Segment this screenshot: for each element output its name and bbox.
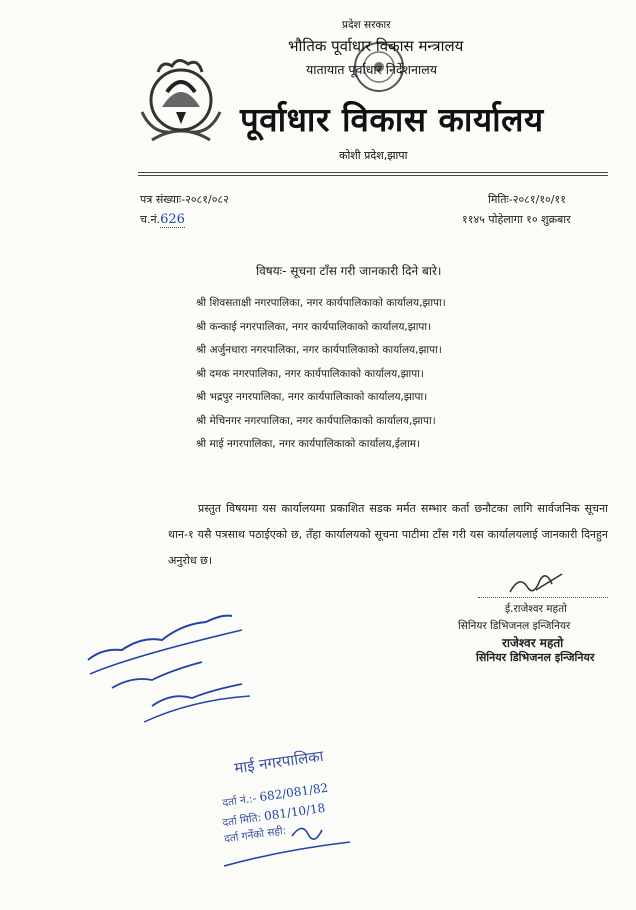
registration-date-value: 081/10/18: [263, 800, 327, 824]
recipient-item: श्री माई नगरपालिका, नगर कार्यपालिकाको कार्यालय,ईलाम।: [196, 438, 421, 450]
letter-number: पत्र संख्याः-२०८१/०८२: [140, 193, 229, 206]
recipient-item: श्री कन्काई नगरपालिका, नगर कार्यपालिकाको कार्यालय,झापा।: [196, 320, 432, 333]
dispatch-number-value: 626: [160, 212, 185, 227]
letter-subject: विषयः- सूचना टाँस गरी जानकारी दिने बारे।: [256, 264, 442, 278]
registration-date-label: दर्ता मिति:: [221, 811, 262, 830]
directorate-title: यातायात पूर्वाधार निर्देशनालय: [306, 62, 437, 77]
letter-date-ad: ११४५ पोहेलागा १० शुक्रबार: [462, 213, 571, 226]
government-title: प्रदेश सरकार: [342, 19, 391, 31]
letter-body: [168, 496, 608, 574]
recipient-item: श्री मेचिनगर नगरपालिका, नगर कार्यपालिकाको कार्यालय,झापा।: [196, 414, 436, 427]
recipient-item: श्री शिवसताक्षी नगरपालिका, नगर कार्यपालिकाको कार्यालय,झापा।: [196, 297, 446, 309]
office-title: पूर्वाधार विकास कार्यालय: [240, 100, 544, 139]
nepal-emblem-icon: [132, 52, 230, 148]
signature-line: [478, 597, 608, 598]
dispatch-number-label: च.नं.: [140, 213, 161, 226]
header-divider-2: [138, 175, 608, 176]
receiver-signature: दर्ता गर्नेको सही:: [223, 824, 287, 846]
handwritten-signature-icon: [506, 568, 566, 598]
receiver-signature-icon: [222, 820, 352, 870]
header-divider: [138, 172, 608, 173]
handwritten-note-icon: [82, 600, 252, 730]
ministry-title: भौतिक पूर्वाधार विकास मन्त्रालय: [288, 37, 464, 55]
receiving-office: माई नगरपालिका: [233, 746, 325, 778]
signatory-name: ई.राजेश्वर महतो: [505, 603, 567, 615]
recipient-item: श्री अर्जुनधारा नगरपालिका, नगर कार्यपालिकाको कार्यालय,झापा।: [196, 344, 442, 356]
registration-number-label: दर्ता नं.:-: [221, 792, 258, 810]
stamp-title: सिनियर डिभिजनल इन्जिनियर: [476, 651, 595, 664]
signatory-title: सिनियर डिभिजनल इन्जिनियर: [458, 620, 571, 632]
letter-body-text: प्रस्तुत विषयमा यस कार्यालयमा प्रकाशित सडक मर्मत सम्भार कर्ता छनौटका लागि सार्वजनिक सूचना थान-१ यसै पत्रसाथ पठाईएको छ, तँहा कार्यालयको सूचना पाटीमा टाँस गरी यस कार्यालयलाई जानकारी दिनहुन अनुरोध छ।: [168, 502, 608, 567]
stamp-name: राजेश्वर महतो: [502, 636, 564, 650]
recipient-list: [196, 296, 446, 461]
dispatch-number: [140, 212, 185, 227]
office-address: कोशी प्रदेश,झापा: [339, 149, 408, 162]
recipient-item: श्री दमक नगरपालिका, नगर कार्यपालिकाको कार्यालय,झापा।: [196, 367, 424, 380]
registration-number-value: 682/081/82: [258, 780, 330, 805]
letter-date: मितिः-२०८१/१०/११: [488, 193, 566, 206]
recipient-item: श्री भद्रपुर नगरपालिका, नगर कार्यपालिकाको कार्यालय,झापा।: [196, 391, 428, 403]
